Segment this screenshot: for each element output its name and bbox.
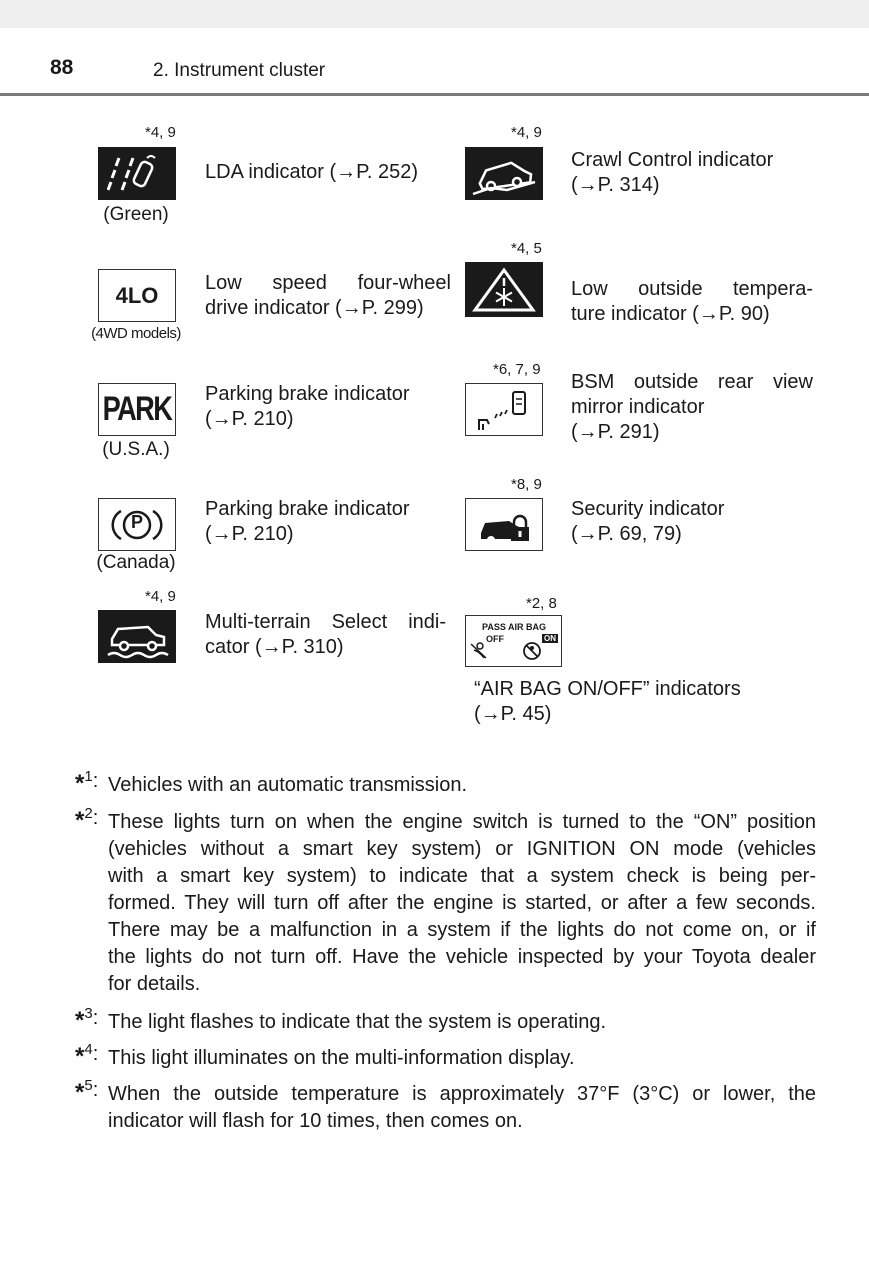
page-number: 88	[50, 56, 74, 79]
crawl-desc	[571, 148, 831, 198]
crawl-desc-line: (→P. 314)	[571, 174, 660, 196]
footnote-5-mark: *$^5$:	[75, 1077, 99, 1106]
footnote-5-text: When the outside temperature is approximately 37°F (3°C) or lower, the indicator will flash for 10 times, then comes on.	[108, 1083, 816, 1132]
multiterrain-desc	[205, 610, 446, 660]
page-header	[0, 56, 869, 96]
4lo-desc-line: drive indicator (→P. 299)	[205, 297, 424, 319]
4lo-desc	[205, 271, 451, 321]
park-icon-text: PARK	[102, 390, 172, 428]
lowtemp-desc-line: Low outside tempera-	[571, 278, 813, 300]
bsm-desc	[571, 370, 813, 445]
footnote-4-text: This light illuminates on the multi-information display.	[108, 1047, 575, 1069]
security-desc	[571, 497, 821, 547]
airbag-icon	[465, 615, 562, 667]
airbag-icon-top: PASS AIR BAG	[482, 622, 547, 632]
4lo-desc-line: Low speed four-wheel	[205, 272, 451, 294]
crawl-note: *4, 9	[511, 124, 542, 141]
footnote-2-text: These lights turn on when the engine switch is turned to the “ON” position (vehicles without a smart key system) or IGNITION ON mode (vehicles with a smart key system) to indicate that a system check is being per- formed. They will turn off after the engine is started, or after a few seconds. There may be a malfunction in a system if the lights do not come on, or if the lights do not turn off. Have the vehicle inspected by your Toyota dealer for details.	[108, 811, 816, 995]
security-car-lock-icon	[465, 498, 543, 551]
crawl-control-icon	[465, 147, 543, 200]
bsm-note: *6, 7, 9	[493, 361, 541, 378]
airbag-desc-line: (→P. 45)	[474, 703, 552, 725]
header-rule	[0, 93, 869, 96]
passenger-seat-icon	[468, 640, 490, 662]
park-canada-sub: (Canada)	[96, 552, 176, 573]
park-canada-icon: P	[98, 498, 176, 551]
lda-note: *4, 9	[145, 124, 176, 141]
park-usa-desc-line: (→P. 210)	[205, 408, 294, 430]
park-usa-desc-line: Parking brake indicator	[205, 383, 410, 405]
bsm-desc-line: mirror indicator	[571, 396, 705, 418]
4lo-sub: (4WD models)	[91, 325, 181, 342]
multiterrain-desc-line: cator (→P. 310)	[205, 636, 344, 658]
lda-desc-line: LDA indicator (→P. 252)	[205, 161, 419, 183]
lda-sub: (Green)	[103, 204, 169, 225]
lda-desc	[205, 160, 455, 185]
multiterrain-note: *4, 9	[145, 588, 176, 605]
park-canada-desc-line: Parking brake indicator	[205, 498, 410, 520]
park-canada-desc-line: (→P. 210)	[205, 523, 294, 545]
multiterrain-desc-line: Multi-terrain Select indi-	[205, 611, 446, 633]
footnote-1-text: Vehicles with an automatic transmission.	[108, 774, 468, 796]
4lo-icon-text: 4LO	[115, 282, 159, 308]
bsm-desc-line: BSM outside rear view	[571, 371, 813, 393]
4lo-icon	[98, 269, 176, 322]
multi-terrain-icon	[98, 610, 176, 663]
airbag-icon-off: OFF	[486, 634, 504, 644]
snowflake-icon	[465, 262, 543, 317]
airbag-prohibited-icon	[521, 640, 543, 662]
footnote-3-text: The light flashes to indicate that the system is operating.	[108, 1011, 607, 1033]
bsm-desc-line: (→P. 291)	[571, 421, 660, 443]
footnote-1-mark: *$^1$:	[75, 768, 99, 797]
security-desc-line: (→P. 69, 79)	[571, 523, 682, 545]
lowtemp-note: *4, 5	[511, 240, 542, 257]
footnote-2-mark: *$^2$:	[75, 805, 99, 834]
footnote-3-mark: *$^3$:	[75, 1005, 99, 1034]
lowtemp-desc-line: ture indicator (→P. 90)	[571, 303, 770, 325]
bsm-mirror-icon	[465, 383, 543, 436]
lowtemp-desc	[571, 277, 813, 327]
airbag-icon-on: ON	[544, 634, 556, 643]
park-usa-desc	[205, 382, 455, 432]
airbag-desc	[474, 677, 824, 727]
footnote-4-mark: *$^4$:	[75, 1041, 99, 1070]
chapter-title: 2. Instrument cluster	[153, 60, 326, 81]
top-strip	[0, 0, 869, 28]
security-desc-line: Security indicator	[571, 498, 725, 520]
airbag-note: *2, 8	[526, 595, 557, 612]
park-canada-desc	[205, 497, 455, 547]
park-usa-sub: (U.S.A.)	[102, 439, 170, 460]
park-usa-icon	[98, 383, 176, 436]
airbag-desc-line: “AIR BAG ON/OFF” indicators	[474, 678, 741, 700]
security-note: *8, 9	[511, 476, 542, 493]
lda-icon	[98, 147, 176, 200]
crawl-desc-line: Crawl Control indicator	[571, 149, 774, 171]
